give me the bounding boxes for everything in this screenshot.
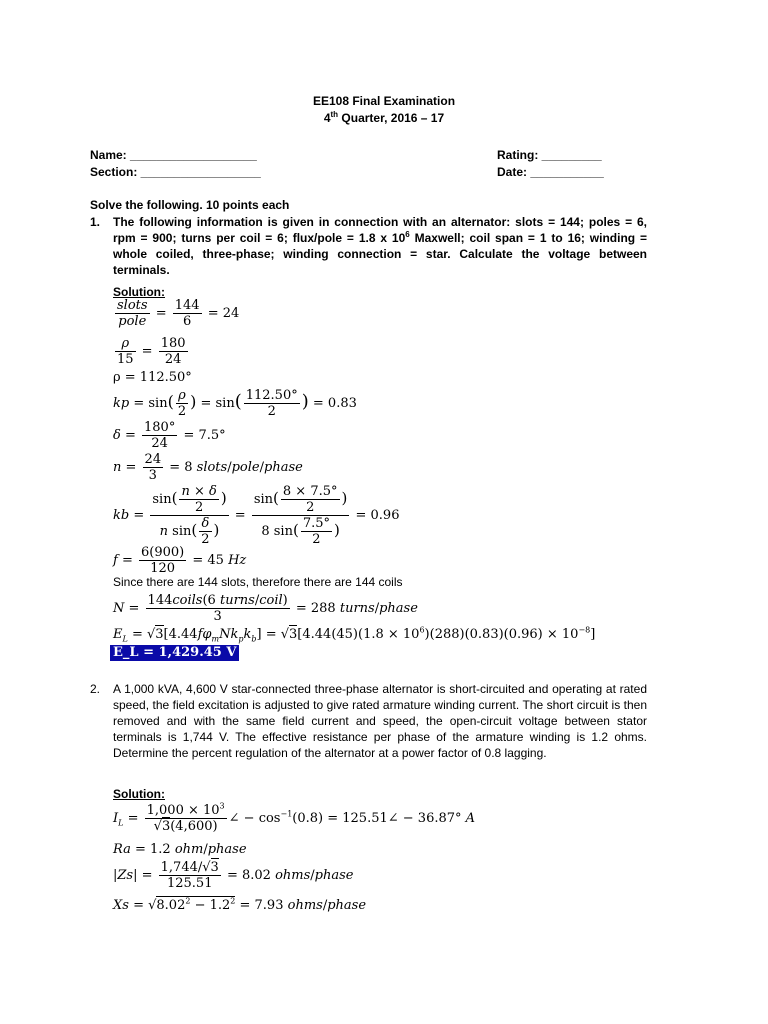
problem2-number: 2.: [90, 682, 101, 696]
p2-eq-Ra: Ra = 1.2 ohm/phase: [113, 842, 247, 857]
p1-eq-n: n = $\frac{24}{3}$ = 8 slots/pole/phase: [113, 452, 303, 483]
p1-eq-N: N = 144coils(6 turns/coil) 3 = 288 turns/phase: [113, 593, 418, 624]
instructions: Solve the following. 10 points each: [90, 198, 290, 212]
date-field: Date: ___________: [497, 165, 604, 179]
p1-eq-kp: kp = sin( $\frac{\rho}{2}$ ) = sin( $\frac{112.50^\circ}{2}$ ) = 0.83: [113, 388, 357, 419]
name-field: Name: ___________________: [90, 148, 257, 162]
p1-eq-slots-per-pole: slots pole = $\frac{144}{6}$ = 24: [117, 298, 240, 329]
p2-eq-Xs: $Xs = √8.02^2 - 1.2^2 = 7.93$ ohms/phase: [113, 896, 367, 913]
problem2-solution-label: Solution:: [113, 787, 165, 801]
rating-field: Rating: _________: [497, 148, 602, 162]
p1-eq-kb: kb = sin( $\frac{n \times \delta}{2}$ ) n sin( $\frac{\delta}{2}$ ) = sin( $\frac{8 \times 7.5^\circ}{2}$ ) 8 sin( $\frac{7.5^\circ}{2}$ ) = 0.96: [113, 484, 400, 547]
p1-eq-f: f = $\frac{6(900)}{120}$ = 45 Hz: [113, 545, 247, 576]
p1-note: Since there are 144 slots, therefore there are 144 coils: [113, 575, 403, 589]
p2-eq-IL: $I_L$ = $\frac{1,000 \times 10^3}{√3(4,600)}$ ∠ − $\cos^{-1}(0.8)$ = 125.51∠ − 36.87° A: [113, 801, 476, 834]
exam-title: EE108 Final Examination: [312, 94, 456, 108]
p1-eq-rho-ratio: $\frac{\rho}{15}$ = $\frac{180}{24}$: [117, 336, 186, 367]
problem1-number: 1.: [90, 215, 101, 229]
p1-eq-rho: ρ = 112.50°: [113, 370, 192, 385]
problem1-solution-label: Solution:: [113, 285, 165, 299]
p1-answer-highlight: E_L = 1,429.45 V: [110, 645, 239, 661]
p1-eq-EL: $E_L = √3[4.44f\varphi_mNk_pk_b] = √3[4.44(45)(1.8 \times 10^6)(288)(0.83)(0.96) \times 10^{-8}]$: [113, 625, 596, 644]
exam-quarter: 4th Quarter, 2016 – 17: [323, 110, 445, 125]
problem2-text: A 1,000 kVA, 4,600 V star-connected three-phase alternator is short-circuited and operating at rated speed, the field excitation is adjusted to give rated armature winding current. The short circuit is then removed and with the same field current and speed, the open-circuit voltage between stator terminals is 1,744 V. The effective resistance per phase of the armature winding is 1.2 ohms. Determine the percent regulation of the alternator at a power factor of 0.8 lagging.: [113, 682, 647, 760]
section-field: Section: __________________: [90, 165, 261, 179]
problem1-text: The following information is given in connection with an alternator: slots = 144; poles = 6, rpm = 900; turns per coil = 6; flux/pole = 1.8 x $10^6$ Maxwell; coil span = 1 to 16; winding = whole coiled, three-phase; winding connection = star. Calculate the voltage between terminals.: [113, 215, 647, 277]
p2-eq-Zs: |Zs| = $\frac{1,744/√3}{125.51}$ = 8.02 ohms/phase: [113, 860, 354, 891]
p1-eq-delta: δ = $\frac{180^\circ}{24}$ = 7.5°: [113, 420, 226, 451]
